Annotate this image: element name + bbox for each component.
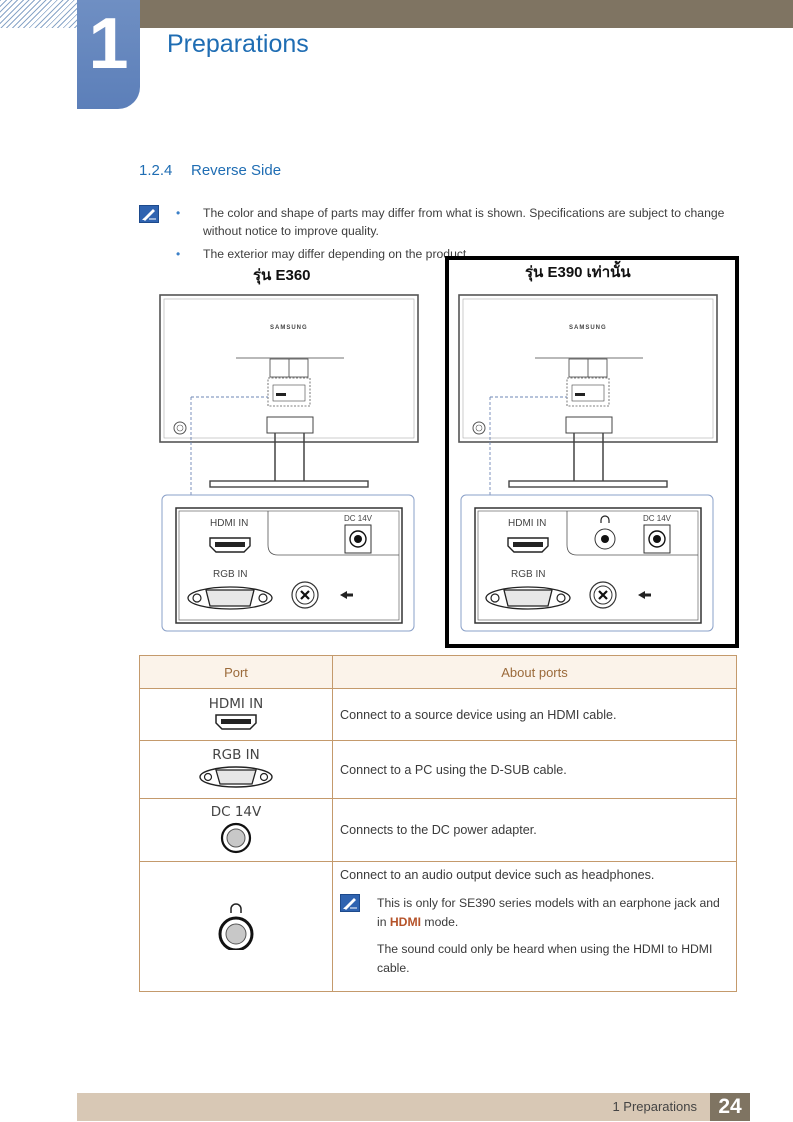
vga-port-icon	[198, 765, 274, 789]
ports-table	[139, 655, 737, 992]
brand-logo-right: SAMSUNG	[569, 325, 607, 331]
hdmi-port-icon	[210, 538, 250, 552]
note-item: • The exterior may differ depending on the product.	[176, 247, 470, 261]
label-hdmi-in: HDMI IN	[508, 518, 547, 529]
note-icon	[340, 894, 360, 912]
vga-port-icon	[486, 587, 570, 609]
header-about: About ports	[333, 656, 737, 689]
section-number: 1.2.4	[139, 162, 173, 179]
monitor-e360	[160, 295, 418, 631]
header-port: Port	[140, 656, 333, 689]
model-label-e360: รุ่น E360	[253, 267, 311, 284]
dc-jack-icon	[220, 822, 252, 854]
header-bar	[140, 0, 793, 28]
table-row: HDMI IN Connect to a source device using an HDMI cable.	[140, 689, 737, 741]
headphone-icon	[218, 900, 254, 950]
section-heading	[139, 162, 281, 179]
table-row	[140, 862, 737, 992]
section-title: Reverse Side	[191, 162, 282, 179]
label-rgb-in: RGB IN	[511, 569, 546, 580]
label-dc: DC 14V	[643, 514, 672, 523]
dc-jack-icon	[644, 525, 670, 553]
footer-bar	[77, 1093, 710, 1121]
table-row: RGB IN Connect to a PC using the D-SUB cable.	[140, 741, 737, 799]
label-dc: DC 14V	[344, 514, 373, 523]
monitor-e390	[459, 295, 717, 631]
rear-view-figure	[150, 255, 750, 650]
chapter-number: 1	[77, 0, 140, 109]
table-row: DC 14V Connects to the DC power adapter.	[140, 799, 737, 862]
chapter-title: Preparations	[167, 30, 309, 58]
vga-port-icon	[188, 587, 272, 609]
model-label-e390: รุ่น E390 เท่านั้น	[525, 264, 631, 281]
hdmi-port-icon	[215, 714, 257, 730]
label-hdmi-in: HDMI IN	[210, 518, 249, 529]
note-item: • The color and shape of parts may differ from what is shown. Specifications are subject to change without notice to improve quality.	[176, 206, 725, 238]
header-hatch	[0, 0, 77, 28]
earphone-note: This is only for SE390 series models with an earphone jack and in HDMI mode. The sound could only be heard when using the HDMI to HDMI cable.	[340, 894, 729, 986]
note-icon	[139, 205, 159, 223]
hdmi-port-icon	[508, 538, 548, 552]
footer-chapter: 1 Preparations	[612, 1099, 697, 1114]
row-description: Connect to an audio output device such as headphones.	[340, 868, 655, 882]
label-rgb-in: RGB IN	[213, 569, 248, 580]
dc-jack-icon	[345, 525, 371, 553]
page-number: 24	[710, 1093, 750, 1121]
brand-logo-left: SAMSUNG	[270, 325, 308, 331]
